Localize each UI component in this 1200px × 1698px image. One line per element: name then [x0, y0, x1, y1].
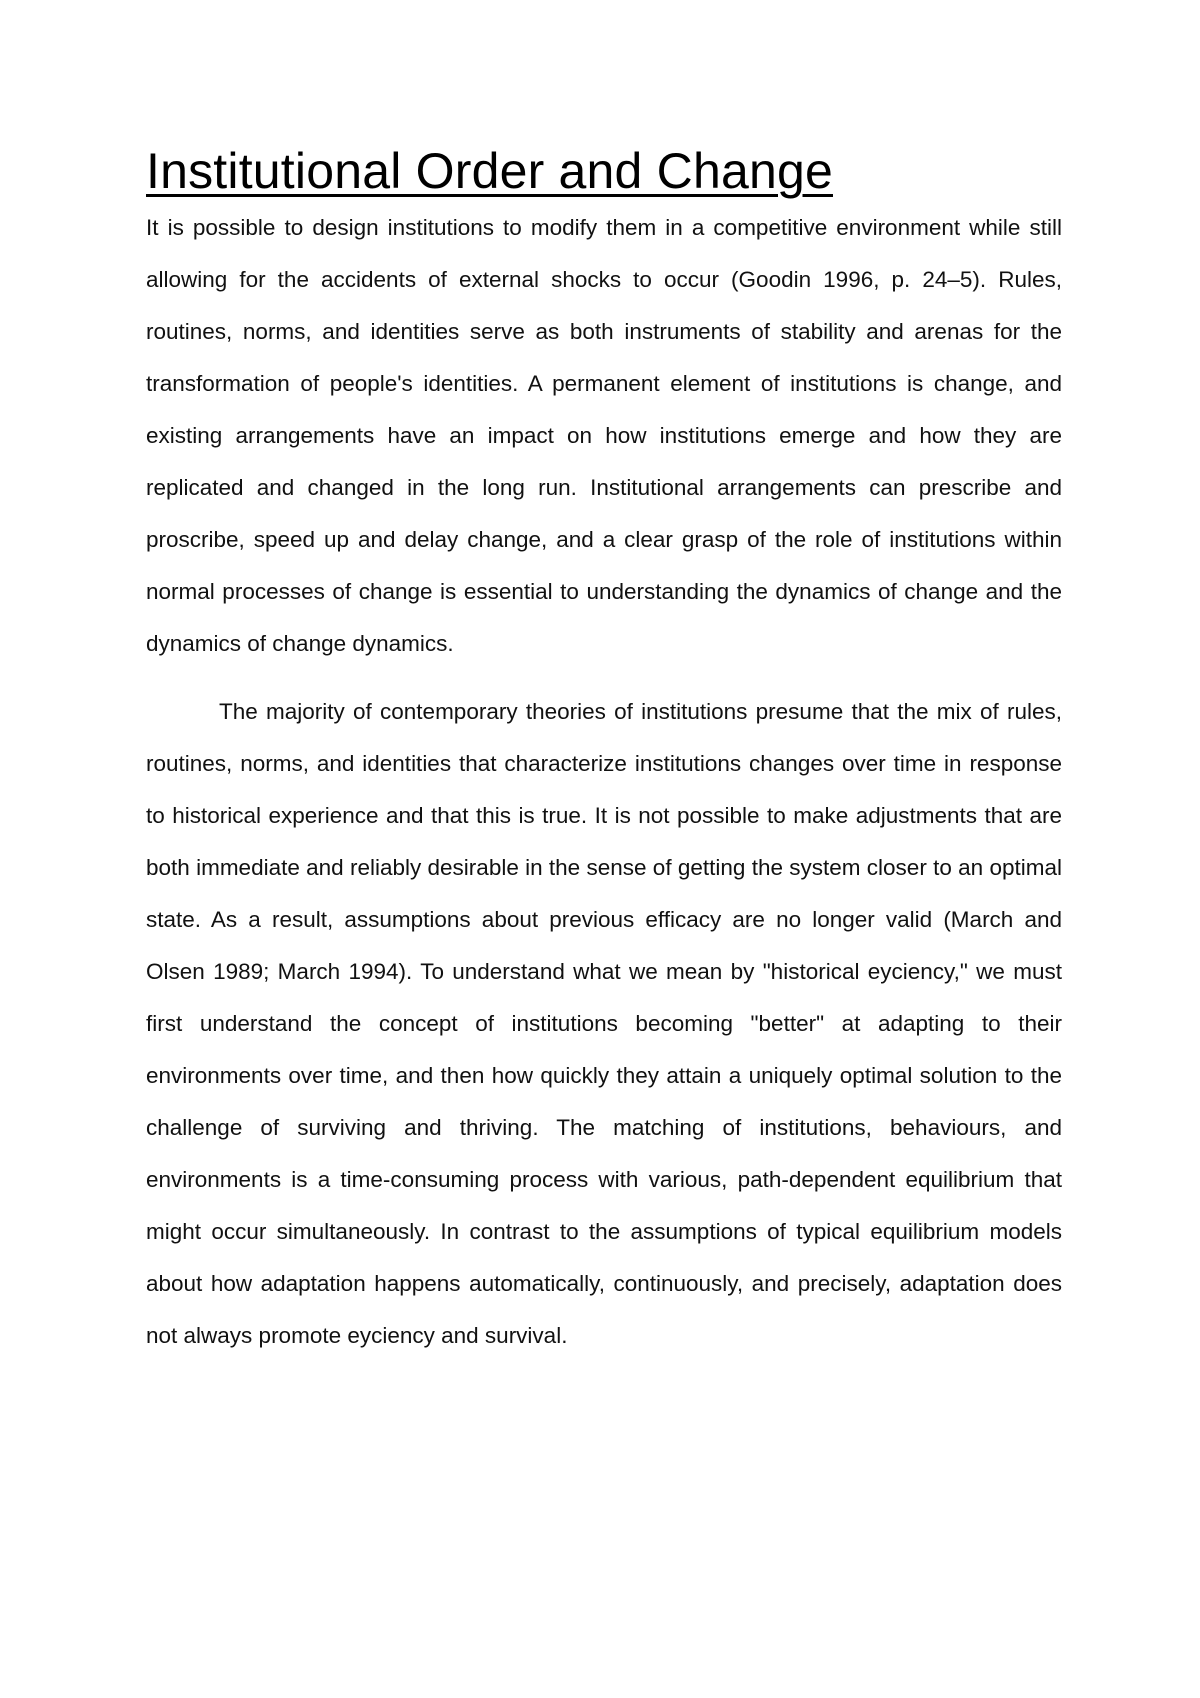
document-body: [146, 140, 1062, 1362]
paragraph-2: The majority of contemporary theories of institutions presume that the mix of rules, routines, norms, and identities that characterize institutions changes over time in response to historical experience and that this is true. It is not possible to make adjustments that are both immediate and reliably desirable in the sense of getting the system closer to an optimal state. As a result, assumptions about previous efficacy are no longer valid (March and Olsen 1989; March 1994). To understand what we mean by "historical eyciency," we must first understand the concept of institutions becoming "better" at adapting to their environments over time, and then how quickly they attain a uniquely optimal solution to the challenge of surviving and thriving. The matching of institutions, behaviours, and environments is a time-consuming process with various, path-dependent equilibrium that might occur simultaneously. In contrast to the assumptions of typical equilibrium models about how adaptation happens automatically, continuously, and precisely, adaptation does not always promote eyciency and survival.: [146, 699, 1062, 1348]
document-title: Institutional Order and Change: [146, 143, 833, 199]
paragraph-1: It is possible to design institutions to modify them in a competitive environment while still allowing for the accidents of external shocks to occur (Goodin 1996, p. 24–5). Rules, routines, norms, and identities serve as both instruments of stability and arenas for the transformation of people's identities. A permanent element of institutions is change, and existing arrangements have an impact on how institutions emerge and how they are replicated and changed in the long run. Institutional arrangements can prescribe and proscribe, speed up and delay change, and a clear grasp of the role of institutions within normal processes of change is essential to understanding the dynamics of change and the dynamics of change dynamics.: [146, 215, 1062, 656]
